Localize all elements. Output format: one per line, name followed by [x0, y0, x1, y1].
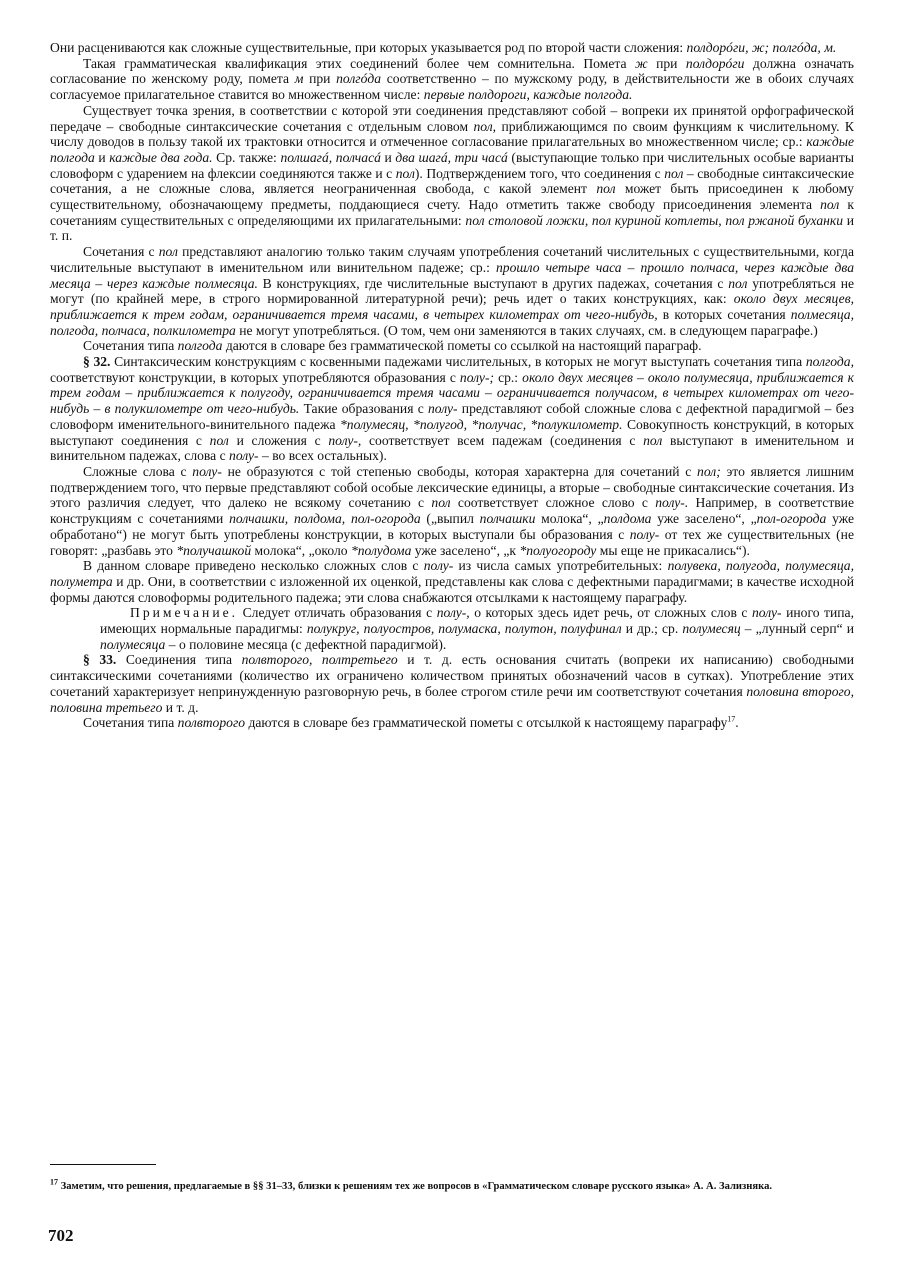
- italic-run: два шагá, три часá: [395, 149, 508, 165]
- italic-run: полгóда: [336, 71, 382, 87]
- text-run: Сочетания типа: [83, 715, 178, 731]
- italic-run: половина второго, половина третьего: [50, 683, 854, 715]
- italic-run: *полумесяц, *полугод, *получас, *полукилометр.: [340, 416, 623, 432]
- italic-run: пол: [596, 181, 616, 197]
- text-run: уже обработано“) не могут быть употреблены конструкции, в которых выступали бы образования с: [50, 511, 855, 542]
- italic-run: полдома: [603, 511, 652, 527]
- italic-run: полувека, полугода, полумесяца, полуметра: [50, 558, 854, 589]
- italic-run: ж: [634, 55, 648, 71]
- text-run: от тех же существительных (не говорят: „разбавь это: [50, 526, 854, 558]
- text-run: соответственно – по мужскому роду, в действительности же в обоих случаях согласуемое прилагательное ставится во множественном числе:: [50, 71, 854, 103]
- text-run: при: [647, 55, 686, 71]
- page-body: [50, 40, 854, 731]
- text-run: даются в словаре без грамматической пометы со ссылкой на настоящий параграф.: [222, 338, 702, 354]
- italic-run: пол: [664, 165, 684, 181]
- italic-run: пол,: [473, 118, 497, 134]
- italic-run: м: [294, 71, 304, 87]
- text-run: Соединения типа: [116, 652, 242, 668]
- section-mark: § 32.: [83, 354, 111, 370]
- italic-run: пол: [158, 244, 178, 260]
- italic-run: *полудома: [350, 542, 412, 558]
- text-run: – во всех остальных).: [258, 448, 387, 464]
- paragraph-4: [50, 244, 854, 338]
- text-run: соответствуют конструкции, в которых употребляются образования с: [50, 369, 460, 385]
- text-run: и др. Они, в соответствии с изложенной их оценкой, представлены как слова с дефектными парадигмами; в качестве исходной формы даются словоформы родительного падежа; эти слова снабжаются отсылками к настоящему параграфу.: [50, 573, 854, 605]
- italic-run: пол: [395, 165, 415, 181]
- text-run: Такая грамматическая квалификация этих соединений более чем сомнительна. Помета: [83, 55, 635, 71]
- text-run: употребляться не могут (по крайней мере, в строго нормированной литературной речи); речь идет о таких конструкциях, как:: [50, 275, 854, 307]
- text-run: и: [380, 149, 396, 165]
- paragraph-7: [50, 464, 854, 558]
- text-run: приближающимся по своим функциям к числительному. К числу доводов в пользу такой их трактовки относится и отмеченное согласование прилагательных во множественном числе; ср.:: [50, 118, 854, 150]
- text-run: иного типа, имеющих нормальные парадигмы:: [100, 605, 854, 637]
- italic-run: *получашкой: [176, 542, 252, 558]
- italic-run: полумесяца: [100, 636, 166, 652]
- italic-run: полу-.: [655, 495, 689, 511]
- text-run: и т. д. есть основания считать (вопреки их написанию) свободными синтаксическими сочетаниями (количество их ограничено количеством принятых обозначений часов в сутках). Употребление этих сочетаний характеризует непринужденную разговорную речь, в более строгом стиле речи им соответствуют сочетания: [50, 652, 855, 699]
- text-run: выступают в именительном и винительном падежах, слова с: [50, 432, 854, 464]
- text-run: В конструкциях, где числительные выступают в других падежах, сочетания с: [257, 275, 729, 291]
- page-number: 702: [48, 1226, 74, 1245]
- text-run: к сочетаниям существительных с определяющими их прилагательными:: [50, 197, 854, 228]
- section-mark: § 33.: [83, 652, 117, 668]
- italic-run: первые полдороги, каждые полгода.: [423, 87, 633, 103]
- text-run: о которых здесь идет речь, от сложных слов с: [469, 605, 752, 621]
- text-run: Сочетания с: [83, 244, 159, 260]
- text-run: ср.:: [494, 369, 523, 385]
- italic-run: полумесяц: [682, 621, 741, 637]
- text-run: представляют аналогию только таким случаям употребления сочетаний числительных с существительными, когда числительные выступают в именительном или винительном падеже; ср.:: [50, 244, 854, 275]
- text-run: Сочетания типа: [83, 338, 178, 354]
- italic-run: полдорóги: [685, 55, 745, 71]
- text-run: соответствует сложное слово с: [450, 495, 656, 511]
- text-run: даются в словаре без грамматической пометы с отсылкой к настоящему параграфу: [245, 715, 728, 731]
- text-run: мы еще не прикасались“).: [596, 542, 750, 558]
- footnote-divider: [50, 1164, 156, 1165]
- italic-run: полчашки, полдома, пол-огорода: [229, 511, 421, 527]
- italic-run: *полуогороду: [519, 542, 597, 558]
- italic-run: полвторого: [177, 715, 246, 731]
- italic-run: полу-: [629, 526, 660, 542]
- paragraph-2: [50, 56, 854, 103]
- paragraph-5: [50, 338, 854, 354]
- italic-run: полгода: [177, 338, 223, 354]
- footnote-text: Заметим, что решения, предлагаемые в §§ 31–33, близки к решениям тех же вопросов в «Грамматическом словаре русского языка» А. А. Зализняка.: [60, 1181, 773, 1192]
- section-33-paragraph: [50, 652, 854, 715]
- paragraph-11: [50, 715, 854, 731]
- text-run: – о половине месяца (с дефектной парадигмой).: [165, 636, 447, 652]
- italic-run: полвторого, полтретьего: [241, 652, 398, 668]
- paragraph-1: [50, 40, 854, 56]
- text-run: может быть присоединен к любому существительному, обозначающему предметы, поддающиеся счету. Надо отметить также свободу присоединения элемента: [50, 181, 854, 213]
- text-run: молока“, „: [535, 511, 604, 527]
- italic-run: пол: [209, 432, 229, 448]
- text-run: из числа самых употребительных:: [453, 558, 668, 574]
- italic-run: полу-,: [328, 432, 362, 448]
- paragraph-8: [50, 558, 854, 605]
- text-run: при: [303, 71, 337, 87]
- italic-run: пол-огорода: [756, 511, 827, 527]
- section-32-paragraph: [50, 354, 854, 464]
- paragraph-3: [50, 103, 854, 244]
- text-run: и сложения с: [228, 432, 329, 448]
- italic-run: около двух месяцев, приближается к трем годам, ограничивается тремя часами, в четырех километрах от чего-нибудь,: [50, 291, 854, 322]
- italic-run: пол столовой ложки, пол куриной котлеты, пол ржаной буханки: [465, 212, 844, 228]
- text-run: и др.; ср.: [621, 621, 683, 637]
- text-run: не могут употребляться. (О том, чем они заменяются в таких случаях, см. в следующем параграфе.): [235, 322, 818, 338]
- text-run: и т. п.: [50, 212, 854, 244]
- italic-run: пол: [431, 495, 451, 511]
- text-run: – свободные синтаксические сочетания, а не сложные слова, является неограниченная свобода, с какой элемент: [50, 165, 854, 197]
- italic-run: пол: [643, 432, 663, 448]
- italic-run: каждые полгода: [50, 134, 854, 165]
- text-run: Такие образования с: [299, 401, 428, 417]
- note-label: Примечание.: [130, 605, 239, 621]
- italic-run: прошло четыре часа – прошло полчаса, через каждые два месяца – через каждые полмесяца.: [50, 259, 854, 291]
- italic-run: полукруг, полуостров, полумаска, полутон, полуфинал: [306, 621, 622, 637]
- text-run: должна означать согласование по женскому роду, помета: [50, 55, 854, 87]
- text-run: и т. д.: [162, 699, 199, 715]
- text-run: – „лунный серп“ и: [740, 621, 854, 637]
- text-run: Совокупность конструкций, в которых выступают соединения с: [50, 416, 855, 448]
- text-run: и: [94, 149, 110, 165]
- text-run: .: [735, 715, 739, 731]
- text-run: Например, в соответствие конструкциям с сочетаниями: [50, 495, 854, 527]
- text-run: соответствует всем падежам (соединения с: [361, 432, 644, 448]
- text-run: уже заселено“, „к: [411, 542, 520, 558]
- text-run: ). Подтверждением того, что соединения с: [414, 165, 665, 181]
- text-run: В данном словаре приведено несколько сложных слов с: [83, 558, 424, 574]
- text-run: Существует точка зрения, в соответствии с которой эти соединения представляют собой – вопреки их принятой орфографической передаче – свободные синтаксические сочетания с отдельным словом: [50, 102, 854, 134]
- footnote-mark: 17: [50, 1177, 58, 1187]
- italic-run: полу-: [423, 558, 454, 574]
- footnote-ref: 17: [727, 714, 736, 724]
- text-run: Следует отличать образования с: [238, 605, 437, 621]
- italic-run: полчашки: [479, 511, 536, 527]
- italic-run: полу-: [229, 448, 259, 464]
- italic-run: пол: [728, 275, 748, 291]
- text-run: в которых сочетания: [657, 306, 791, 322]
- italic-run: полу-: [192, 463, 222, 479]
- italic-run: полу-: [752, 605, 782, 621]
- italic-run: пол: [820, 197, 840, 213]
- italic-run: полу-,: [436, 605, 470, 621]
- italic-run: каждые два года.: [109, 149, 213, 165]
- italic-run: полмесяца, полгода, полчаса, полкилометра: [50, 306, 855, 338]
- text-run: представляют собой сложные слова с дефектной парадигмой – без словоформ именительного-винительного падежа: [50, 401, 854, 432]
- text-run: уже заселено“, „: [651, 511, 757, 527]
- italic-run: около двух месяцев – около полумесяца, приближается к трем годам – приближается к полугоду, ограничивается тремя часами – ограничивается получасом, в четырех километрах от чего-нибудь – в полукилометре от чего-нибудь.: [50, 369, 854, 417]
- text-run: („выпил: [420, 511, 480, 527]
- footnote: [50, 1177, 854, 1193]
- text-run: (выступающие только при числительных особые варианты словоформ с ударением на флексии соединяются также и с: [50, 149, 854, 181]
- italic-run: пол;: [697, 463, 721, 479]
- text-run: Синтаксическим конструкциям с косвенными падежами числительных, в которых не могут выступать сочетания типа: [110, 354, 806, 370]
- italic-run: полдорóги, ж; полгóда, м.: [686, 40, 837, 55]
- italic-run: полу-;: [459, 369, 495, 385]
- italic-run: полгода,: [805, 354, 854, 370]
- italic-run: полу-: [427, 401, 458, 417]
- text-run: молока“, „около: [251, 542, 351, 558]
- text-run: Они расцениваются как сложные существительные, при которых указывается род по второй части сложения:: [50, 40, 687, 55]
- text-run: это является лишним подтверждением того, что первые представляют собой особые лексические единицы, а вторые – свободные синтаксические сочетания. Из этого различия следует, что далеко не всякому сочетанию с: [50, 463, 854, 511]
- text-run: не образуются с той степенью свободы, которая характерна для сочетаний с: [221, 463, 698, 479]
- note-paragraph: [100, 605, 854, 652]
- italic-run: полшагá, полчасá: [280, 149, 381, 165]
- text-run: Сложные слова с: [83, 463, 193, 479]
- text-run: Ср. также:: [212, 149, 281, 165]
